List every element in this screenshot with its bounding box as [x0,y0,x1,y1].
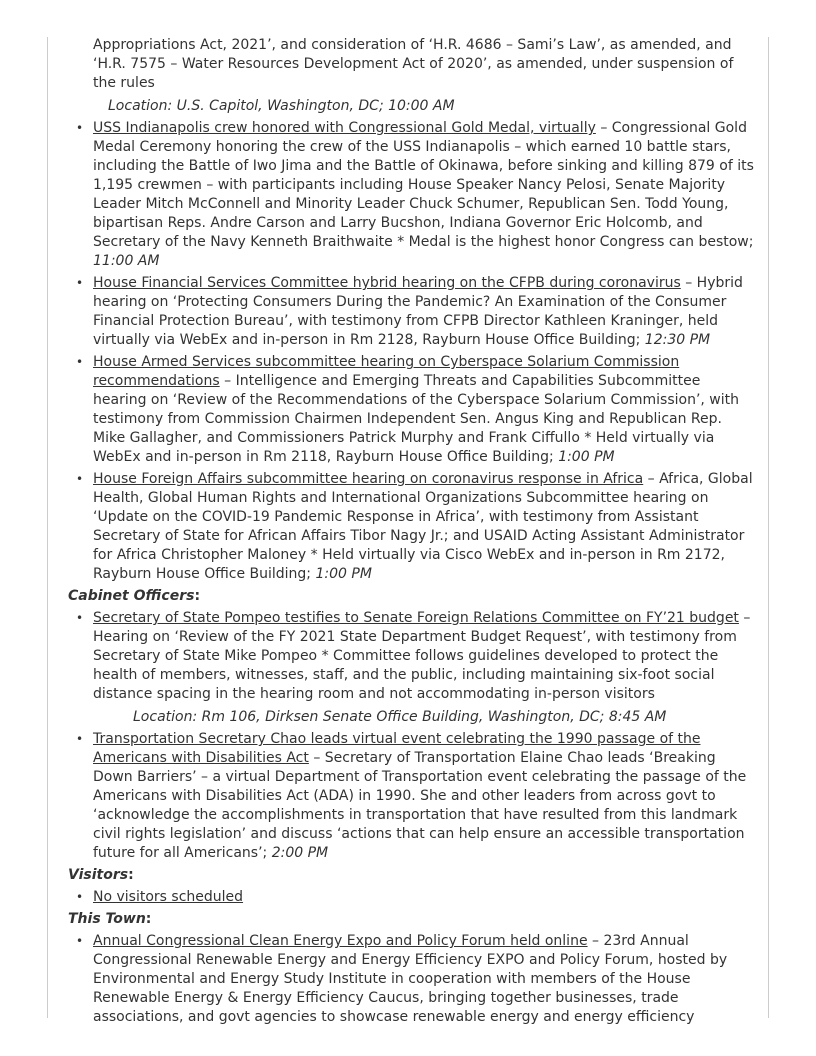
list-item [93,470,758,584]
document-body [68,36,758,1030]
event-description: – Hybrid hearing on ‘Protecting Consumers During the Pandemic? An Examination of the Consumer Financial Protection Bureau’, with testimony from CFPB Director Kathleen Kraninger, held virtually via WebEx and in-person in Rm 2128, Rayburn House Office Building; [93,275,743,348]
event-time: 11:00 AM [93,253,160,269]
event-time: 1:00 PM [315,566,372,582]
event-description: – Secretary of Transportation Elaine Chao leads ‘Breaking Down Barriers’ – a virtual Department of Transportation event celebrating the passage of the Americans with Disabilities Act (ADA) in 1990. She and other leaders from across govt to ‘acknowledge the accomplishments in transportation that have resulted from this landmark civil rights legislation’ and discuss ‘actions that can help ensure an accessible transportation future for all Americans’; [93,750,747,861]
event-description: – Intelligence and Emerging Threats and Capabilities Subcommittee hearing on ‘Review of the Recommendations of the Cyberspace Solarium Commission’, with testimony from Commission Chairmen Independent Sen. Angus King and Republican Rep. Mike Gallagher, and Commissioners Patrick Murphy and Frank Ciffullo * Held virtually via WebEx and in-person in Rm 2118, Rayburn House Office Building; [93,373,740,465]
section-heading-this-town: This Town: [68,911,152,927]
event-description: – Africa, Global Health, Global Human Rights and International Organizations Subcommittee hearing on ‘Update on the COVID-19 Pandemic Response in Africa’, with testimony from Assistant Secretary of State for African Affairs Tibor Nagy Jr.; and USAID Acting Assistant Administrator for Africa Christopher Maloney * Held virtually via Cisco WebEx and in-person in Rm 2172, Rayburn House Office Building; [93,471,753,582]
section-heading-cabinet: Cabinet Officers: [68,588,201,604]
intro-text: Appropriations Act, 2021’, and consideration of ‘H.R. 4686 – Sami’s Law’, as amended, and ‘H.R. 7575 – Water Resources Development Act of 2020’, as amended, under suspension of the rules [93,37,734,91]
event-description: – Hearing on ‘Review of the FY 2021 State Department Budget Request’, with testimony from Secretary of State Mike Pompeo * Committee follows guidelines developed to protect the health of members, witnesses, staff, and the public, including maintaining six-foot social distance spacing in the hearing room and not accommodating in-person visitors [93,610,751,702]
visitors-list [68,888,758,907]
event-time: 2:00 PM [271,845,329,861]
list-item [93,609,758,727]
event-time: 1:00 PM [558,449,615,465]
list-item [93,730,758,863]
event-link[interactable]: Annual Congressional Clean Energy Expo and Policy Forum held online [93,933,588,949]
list-item [93,274,758,350]
list-item [93,888,758,907]
section-heading-visitors: Visitors: [68,867,134,883]
congress-list [68,119,758,584]
event-link[interactable]: Secretary of State Pompeo testifies to Senate Foreign Relations Committee on FY’21 budget [93,610,739,626]
event-link[interactable]: House Financial Services Committee hybrid hearing on the CFPB during coronavirus [93,275,681,291]
event-link[interactable]: USS Indianapolis crew honored with Congressional Gold Medal, virtually [93,120,596,136]
event-description: – 23rd Annual Congressional Renewable Energy and Energy Efficiency EXPO and Policy Forum, hosted by Environmental and Energy Study Institute in cooperation with members of the House Renewable Energy & Energy Efficiency Caucus, bringing together businesses, trade associations, and govt agencies to showcase renewable energy and energy efficiency [93,933,728,1025]
event-link[interactable]: House Foreign Affairs subcommittee hearing on coronavirus response in Africa [93,471,644,487]
event-time: 12:30 PM [644,332,711,348]
event-description: – Congressional Gold Medal Ceremony honoring the crew of the USS Indianapolis – which earned 10 battle stars, including the Battle of Iwo Jima and the Battle of Okinawa, before sinking and killing 879 of its 1,195 crewmen – with participants including House Speaker Nancy Pelosi, Senate Majority Leader Mitch McConnell and Minority Leader Chuck Schumer, Republican Sen. Todd Young, bipartisan Reps. Andre Carson and Larry Bucshon, Indiana Governor Eric Holcomb, and Secretary of the Navy Kenneth Braithwaite * Medal is the highest honor Congress can bestow; [93,120,754,250]
this-town-list [68,932,758,1027]
event-link[interactable]: House Armed Services subcommittee hearing on Cyberspace Solarium Commission recommendations [93,354,680,389]
list-item [93,353,758,467]
list-item [93,119,758,271]
list-item [93,932,758,1027]
event-link[interactable]: Transportation Secretary Chao leads virtual event celebrating the 1990 passage of the Americans with Disabilities Act [93,731,701,766]
event-link[interactable]: No visitors scheduled [93,889,244,905]
event-location: Location: Rm 106, Dirksen Senate Office Building, Washington, DC; 8:45 AM [133,709,667,725]
intro-location: Location: U.S. Capitol, Washington, DC; 10:00 AM [108,98,455,114]
cabinet-list [68,609,758,863]
